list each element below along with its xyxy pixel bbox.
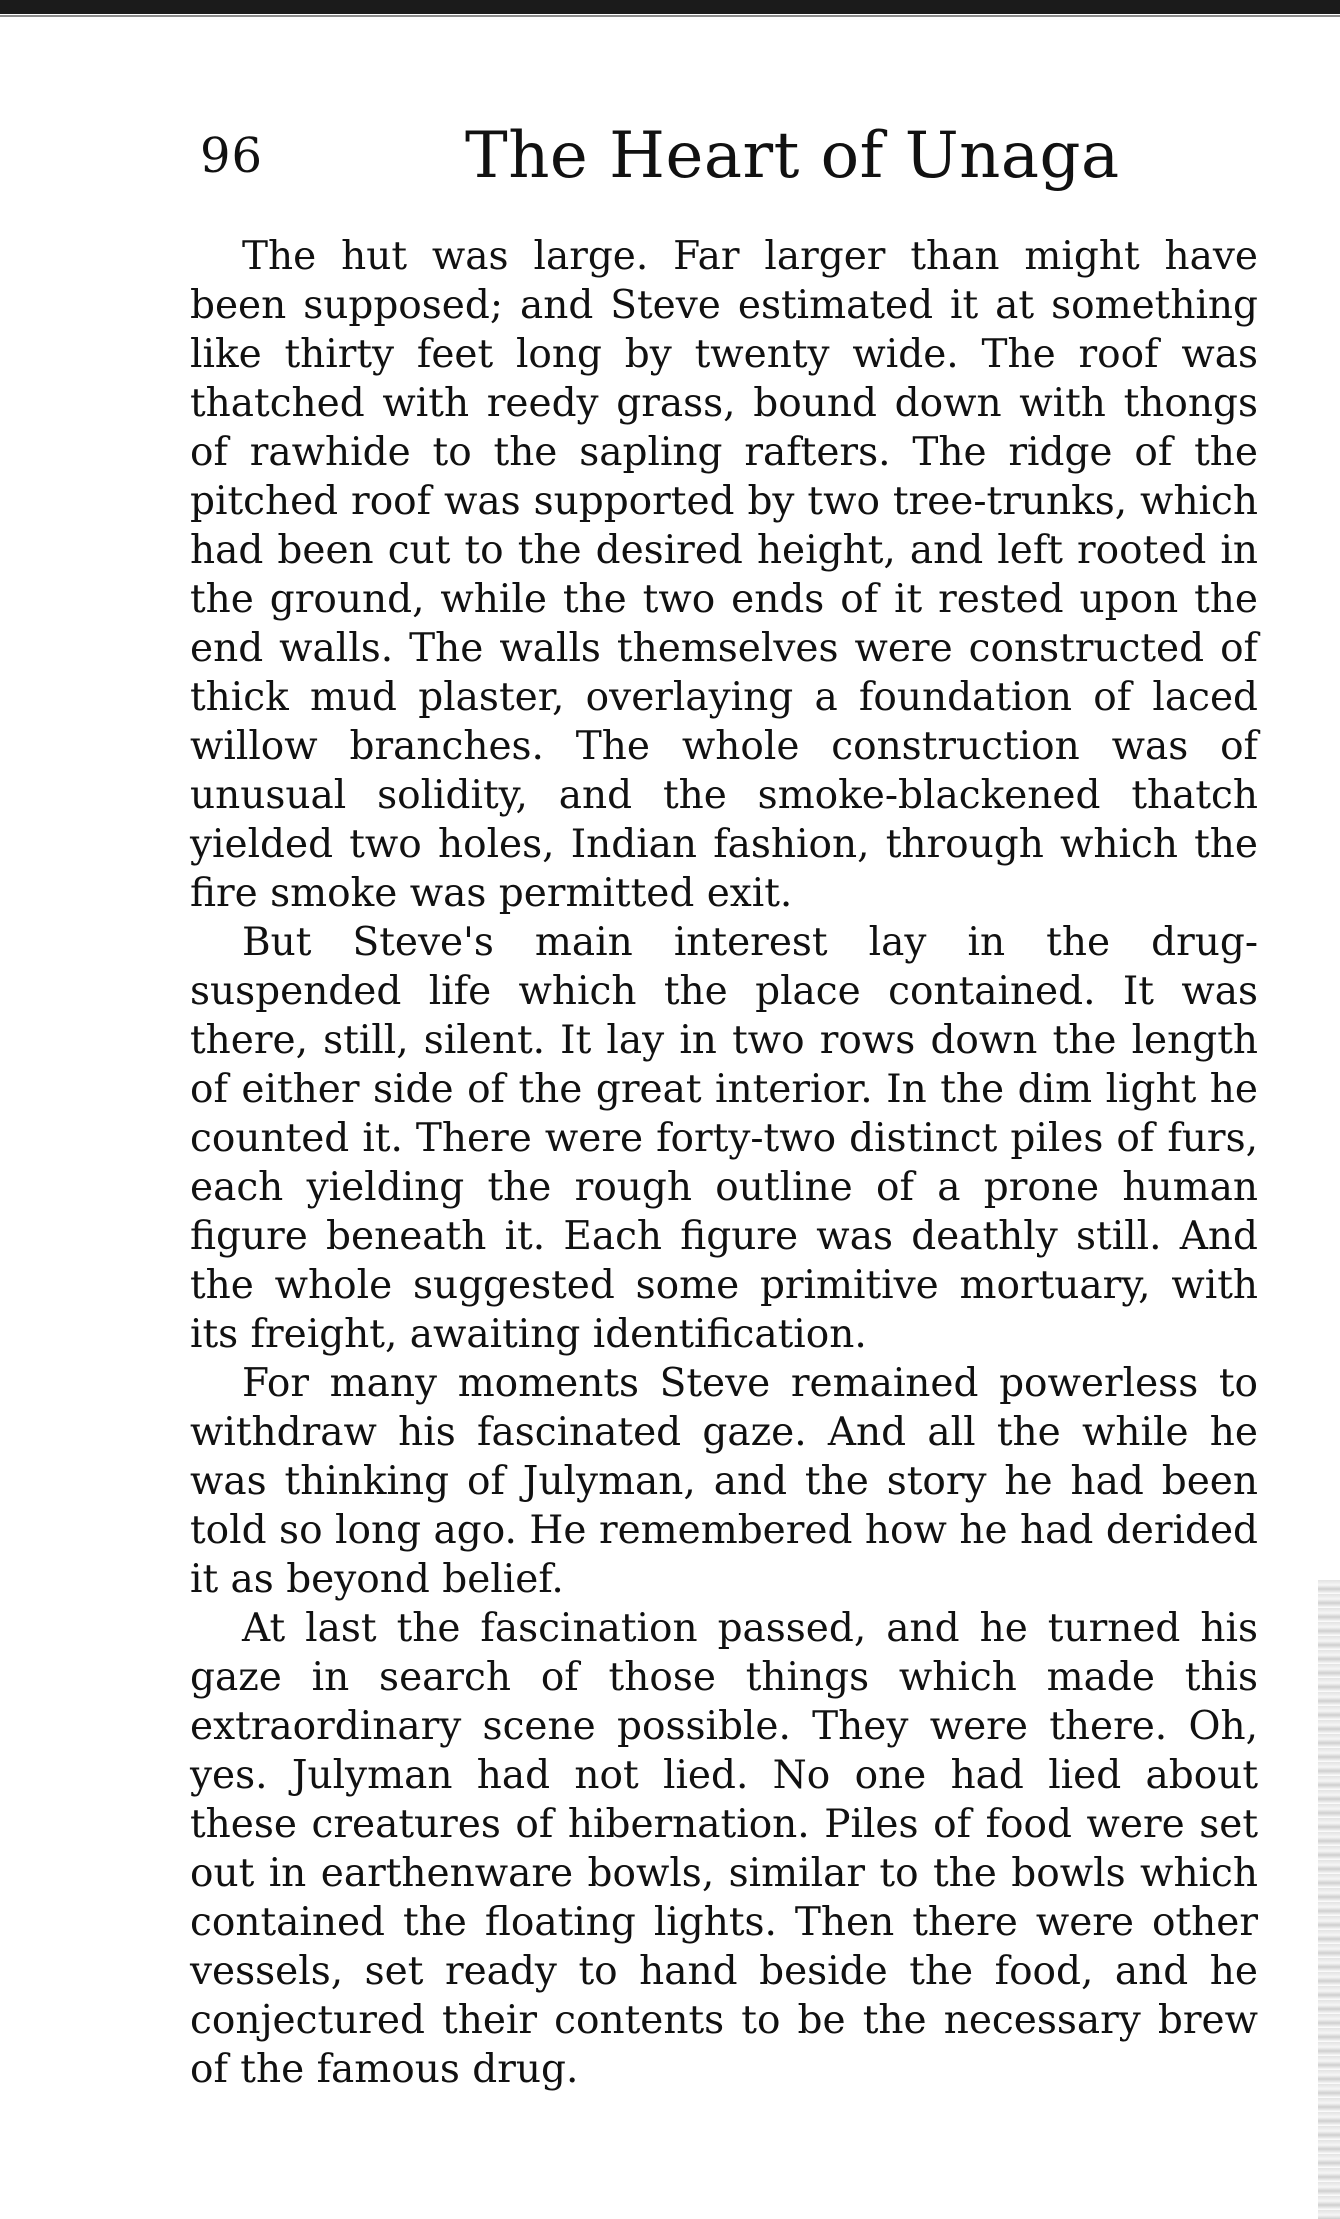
paragraph-fascinated-gaze: For many moments Steve remained powerless to withdraw his fascinated gaze. And all the while he was thinking of Julyman, and the story he had been told so long ago. He remembered how he had derided it as beyond belief. <box>190 1361 1258 1602</box>
page-number: 96 <box>200 128 264 184</box>
paragraph-hut-description: The hut was large. Far larger than might have been supposed; and Steve estimated it at something like thirty feet long by twenty wide. The roof was thatched with reedy grass, bound down with thongs of rawhide to the sapling rafters. The ridge of the pitched roof was supported by two tree-trunks, which had been cut to the desired height, and left rooted in the ground, while the two ends of it rested upon the end walls. The walls themselves were constructed of thick mud plaster, overlaying a foundation of laced willow branches. The whole construction was of unusual solidity, and the smoke-blackened thatch yielded two holes, Indian fashion, through which the fire smoke was permitted exit. <box>190 234 1258 916</box>
page-header <box>200 116 1160 206</box>
paragraph-drug-suspended-life: But Steve's main interest lay in the drug-suspended life which the place contained. It was there, still, silent. It lay in two rows down the length of either side of the great interior. In the dim light he counted it. There were forty-two distinct piles of furs, each yielding the rough outline of a prone human figure beneath it. Each figure was deathly still. And the whole suggested some primitive mortuary, with its freight, awaiting identification. <box>190 920 1258 1357</box>
running-title: The Heart of Unaga <box>465 119 1120 193</box>
scan-right-edge <box>1318 1580 1340 2219</box>
paragraph-food-and-drug: At last the fascination passed, and he turned his gaze in search of those things which made this extraordinary scene possible. They were there. Oh, yes. Julyman had not lied. No one had lied about these creatures of hibernation. Piles of food were set out in earthenware bowls, similar to the bowls which contained the floating lights. Then there were other vessels, set ready to hand beside the food, and he conjectured their contents to be the necessary brew of the famous drug. <box>190 1606 1258 2092</box>
page-body <box>190 232 1258 2094</box>
scan-top-edge <box>0 0 1340 14</box>
